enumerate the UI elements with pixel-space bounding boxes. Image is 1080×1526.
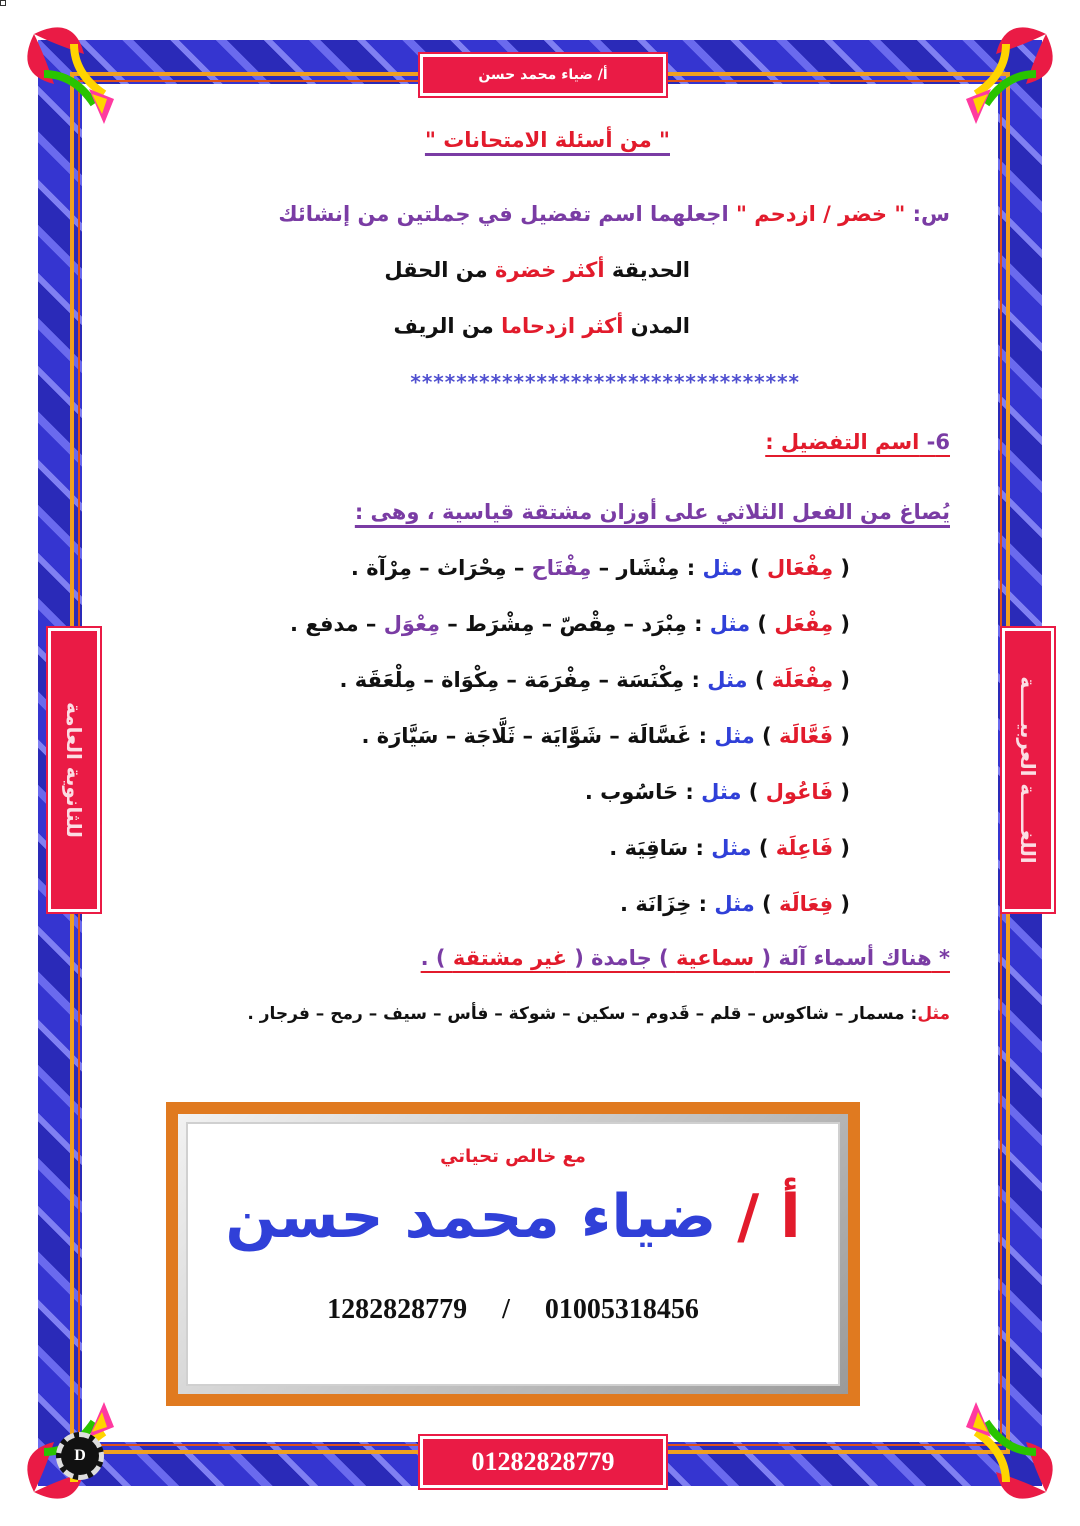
pattern-row [620, 892, 850, 916]
answer-1-a: الحديقة [604, 258, 690, 282]
paren-close: ) [742, 556, 767, 580]
dash: – [616, 612, 642, 636]
period: . [609, 836, 625, 860]
example-word: مِكْوَاة [441, 668, 500, 692]
paren-open: ( [833, 780, 850, 804]
example-word: مِقْصّ [559, 612, 617, 636]
signature-name-text: ضياء محمد حسن [225, 1182, 717, 1252]
author-tag: أ/ ضياء محمد حسن [420, 54, 666, 96]
example-label: مثل [701, 780, 742, 804]
section-number: 6- [919, 430, 950, 454]
dash: – [416, 668, 442, 692]
question-line [278, 202, 950, 226]
paren-close: ) [754, 724, 779, 748]
pattern-wazn: مِفْعَال [767, 556, 834, 580]
colon: : [691, 892, 715, 916]
paren-close: ) [750, 612, 775, 636]
pattern-row [362, 724, 851, 748]
example-word: سَاقِيَة [624, 836, 689, 860]
example-label: مثل [709, 612, 751, 636]
example-word: مِرْآة [366, 556, 412, 580]
note-line [421, 946, 950, 970]
pattern-row [351, 556, 850, 580]
paren-open: ( [833, 836, 850, 860]
dash: – [534, 612, 560, 636]
phone-2: 1282828779 [327, 1294, 468, 1325]
answer-2 [394, 314, 690, 338]
side-tag-left [48, 628, 100, 912]
example-label: مثل [702, 556, 743, 580]
answer-1-c: من الحقل [384, 258, 495, 282]
dash: – [506, 556, 532, 580]
example-word: خِزَانَة [635, 892, 692, 916]
signature-phones [188, 1294, 838, 1326]
paren-open: ( [833, 556, 850, 580]
signature-box [166, 1102, 860, 1406]
section-heading [765, 430, 950, 454]
paren-open: ( [833, 612, 850, 636]
example-word: مِشْرَط [465, 612, 535, 636]
pattern-row [339, 668, 850, 692]
example-label: مثل [711, 836, 752, 860]
pattern-wazn: فَاعِلَة [775, 836, 834, 860]
period: . [350, 556, 367, 580]
pattern-wazn: مِفْعَلَة [771, 668, 834, 692]
badge-icon: D [56, 1432, 104, 1480]
dash: – [591, 668, 617, 692]
separator-stars: ********************************** [410, 370, 800, 394]
pattern-wazn: فِعَالَة [778, 892, 834, 916]
note-e: ) . [420, 946, 453, 970]
colon: : [684, 668, 708, 692]
answer-1-b: أكثر خضرة [494, 258, 605, 282]
phone-separator: / [502, 1294, 510, 1325]
note-d: غير مشتقة [452, 946, 567, 970]
dash: – [358, 612, 384, 636]
colon: : [688, 836, 712, 860]
question-text: اجعلهما اسم تفضيل في جملتين من إنشائك [278, 202, 736, 226]
example-word: مِنْشَار [616, 556, 680, 580]
tools-list: : مسمار – شاكوس – قلم – قَدوم – سكين – شوكة – فأس – سيف – رمح – فرجار . [247, 1004, 918, 1024]
paren-close: ) [754, 892, 779, 916]
example-word: مِفْتَاح [531, 556, 592, 580]
answer-2-b: أكثر ازدحاما [501, 314, 624, 338]
tools-line [247, 1004, 950, 1024]
paren-open: ( [833, 724, 850, 748]
note-star: * [931, 946, 950, 970]
phone-1: 01005318456 [544, 1294, 699, 1325]
side-tag-right [1002, 628, 1054, 912]
period: . [339, 668, 355, 692]
dash: – [602, 724, 628, 748]
colon: : [678, 780, 702, 804]
dash: – [411, 556, 437, 580]
note-b: سماعية [675, 946, 755, 970]
question-prefix: س: [905, 202, 950, 226]
pattern-wazn: فَاعُول [765, 780, 834, 804]
colon: : [691, 724, 715, 748]
signature-greeting: مع خالص تحياتي [440, 1146, 586, 1167]
pattern-wazn: فَعَّالَة [778, 724, 834, 748]
example-word: مِكْنَسَة [616, 668, 685, 692]
example-word: مِبْرَد [641, 612, 687, 636]
example-word: مِعْوَل [383, 612, 440, 636]
corner-ornament-top-right [946, 14, 1066, 134]
dash: – [499, 668, 525, 692]
signature-prefix: أ / [716, 1182, 801, 1252]
answer-2-c: من الريف [393, 314, 502, 338]
corner-ornament-top-left [14, 14, 134, 134]
note-c: ) جامدة ( [566, 946, 676, 970]
paren-close: ) [747, 668, 772, 692]
dash: – [515, 724, 541, 748]
example-word: حَاسُوب [600, 780, 679, 804]
example-word: غَسَّالَة [627, 724, 692, 748]
example-word: ثَلَّاجَة [463, 724, 516, 748]
colon: : [679, 556, 703, 580]
example-word: سَيَّارَة [376, 724, 439, 748]
section-title: اسم التفضيل : [765, 430, 920, 454]
side-label-left: للثانوية العامة [62, 702, 86, 838]
exam-title: " من أسئلة الامتحانات " [424, 128, 670, 152]
note-a: هناك أسماء آلة ( [754, 946, 932, 970]
paren-close: ) [741, 780, 766, 804]
example-label: مثل [714, 724, 755, 748]
corner-mark [0, 0, 6, 6]
question-words: " خضر / ازدحم " [735, 202, 906, 226]
example-word: مدفع [305, 612, 359, 636]
period: . [620, 892, 636, 916]
paren-close: ) [751, 836, 776, 860]
pattern-row [585, 780, 850, 804]
example-label: مثل [714, 892, 755, 916]
dash: – [438, 724, 464, 748]
corner-ornament-bottom-right [946, 1392, 1066, 1512]
colon: : [686, 612, 710, 636]
example-word: مِفْرَمَة [524, 668, 592, 692]
pattern-row [290, 612, 850, 636]
intro-text: يُصاغ من الفعل الثلاثي على أوزان مشتقة قياسية ، وهى : [354, 500, 950, 524]
period: . [584, 780, 601, 804]
pattern-row [609, 836, 850, 860]
pattern-wazn: مِفْعَل [774, 612, 834, 636]
signature-name [188, 1182, 838, 1252]
tools-label: مثل [917, 1004, 950, 1024]
answer-1 [384, 258, 690, 282]
side-label-right: اللغـــــة العربيـــــة [1016, 676, 1040, 864]
answer-2-a: المدن [623, 314, 690, 338]
example-word: مِلْعَقَة [354, 668, 417, 692]
period: . [290, 612, 306, 636]
example-word: شَوَّايَة [540, 724, 602, 748]
dash: – [591, 556, 617, 580]
dash: – [439, 612, 466, 636]
example-word: مِحْرَاث [437, 556, 507, 580]
paren-open: ( [833, 668, 850, 692]
phone-tag: 01282828779 [420, 1436, 666, 1488]
example-label: مثل [707, 668, 748, 692]
period: . [361, 724, 377, 748]
paren-open: ( [833, 892, 850, 916]
